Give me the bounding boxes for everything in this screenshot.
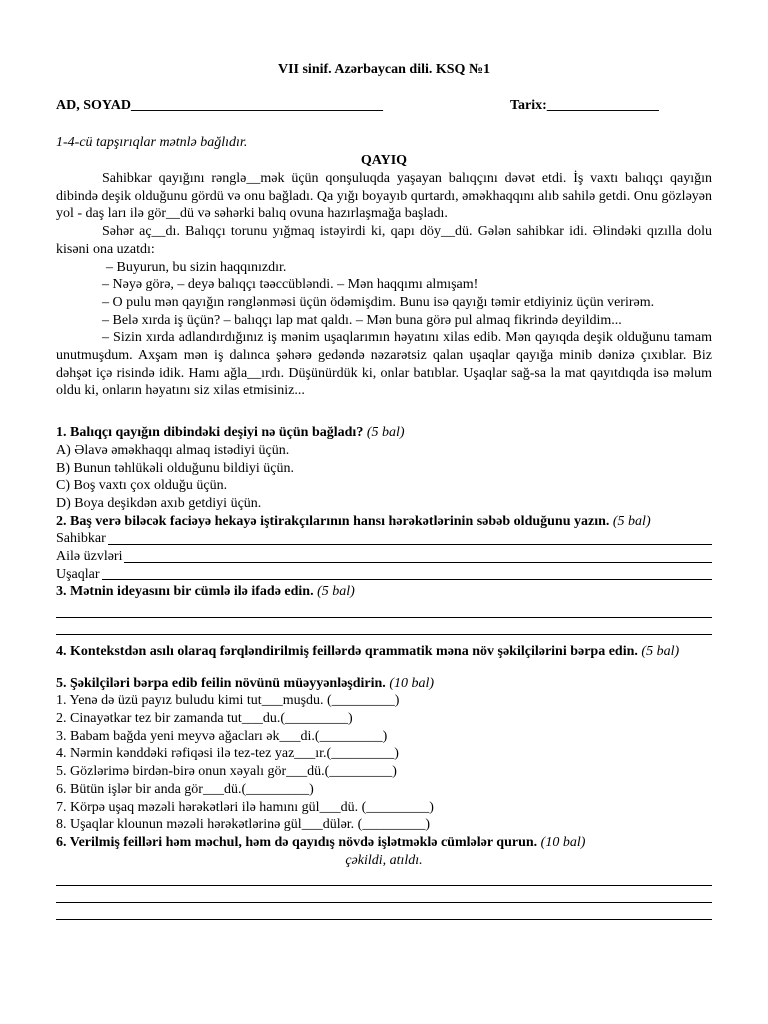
exercise-item[interactable]: 1. Yenə də üzü payız buludu kimi tut___muşdu. (_________) bbox=[56, 693, 400, 709]
question-3 bbox=[56, 583, 712, 601]
worksheet-page bbox=[56, 60, 712, 920]
question-points: (5 bal) bbox=[641, 644, 680, 660]
question-text: 1. Balıqçı qayığın dibindəki deşiyi nə üçün bağladı? bbox=[56, 425, 364, 441]
write-line[interactable] bbox=[56, 903, 712, 920]
write-line[interactable] bbox=[124, 562, 712, 563]
dialogue-line: – Belə xırda iş üçün? – balıqçı lap mat qaldı. – Mən buna görə pul almaq fikrində deyildim... bbox=[102, 312, 622, 328]
story-paragraph: Sahibkar qayığını rənglə__mək üçün qonşuluqda yaşayan balıqçını dəvət etdi. İş vaxtı balıqçı qayığın dibində deşik olduğunu gördü və onu bağladı. Qa yığı boyayıb qurtardı, əməkhaqqını alıb sahilə getdi. Onu gözləyən yol - daş ları ilə gör__dü və səhərki balıq ovuna hazırlaşmağa başladı. bbox=[56, 171, 712, 222]
question-text: 4. Kontekstdən asılı olaraq fərqləndirilmiş feillərdə qrammatik məna növ şəkilçilərini bərpa edin. bbox=[56, 644, 638, 660]
name-field[interactable]: AD, SOYAD____________________________________ bbox=[56, 98, 383, 113]
answer-option-b[interactable]: B) Bunun təhlükəli olduğunu bildiyi üçün. bbox=[56, 460, 294, 476]
answer-label: Ailə üzvləri bbox=[56, 548, 123, 564]
exercise-item[interactable]: 8. Uşaqlar klounun məzəli hərəkətlərinə gül___dülər. (_________) bbox=[56, 817, 431, 833]
worksheet-title: VII sinif. Azərbaycan dili. KSQ №1 bbox=[277, 62, 491, 77]
answer-line-usaqlar[interactable] bbox=[56, 566, 712, 584]
write-line[interactable] bbox=[56, 618, 712, 635]
story-text bbox=[56, 170, 712, 400]
question-text: 5. Şəkilçiləri bərpa edib feilin növünü müəyyənləşdirin. bbox=[56, 675, 386, 691]
answer-label: Uşaqlar bbox=[56, 566, 100, 582]
question-5 bbox=[56, 675, 712, 693]
question-6 bbox=[56, 834, 712, 852]
student-info-row bbox=[56, 96, 712, 116]
story-paragraph: Səhər aç__dı. Balıqçı torunu yığmaq istəyirdi ki, qapı döy__dü. Gələn sahibkar idi. Əlindəki qızılla dolu kisəni ona uzatdı: bbox=[56, 224, 712, 257]
write-line[interactable] bbox=[56, 886, 712, 903]
exercise-item[interactable]: 2. Cinayətkar tez bir zamanda tut___du.(_________) bbox=[56, 711, 353, 727]
story-paragraph: – Sizin xırda adlandırdığınız iş mənim uşaqlarımın həyatını xilas edib. Mən qayıqda deşik olduğunu tamam unutmuşdum. Axşam mən iş dalınca şəhərə gedəndə nəzarətsiz qalan uşaqlar qayığa minib dənizə çıxıblar. Biz dəhşət içə risində idik. Hamı ağla__ırdı. Düşünürdük ki, onlar batıblar. Uşaqlar sağ-sa la mat qayıtdıqda isə məlum oldu ki, onların həyatını siz xilas etmisiniz... bbox=[56, 330, 712, 399]
question-2 bbox=[56, 513, 712, 531]
answer-option-a[interactable]: A) Əlavə əməkhaqqı almaq istədiyi üçün. bbox=[56, 442, 290, 458]
question-points: (5 bal) bbox=[317, 584, 355, 600]
answer-option-d[interactable]: D) Boya deşikdən axıb getdiyi üçün. bbox=[56, 495, 262, 511]
date-field[interactable]: Tarix:________________ bbox=[510, 98, 659, 113]
dialogue-line: – Buyurun, bu sizin haqqınızdır. bbox=[106, 259, 287, 275]
dialogue-line: – Nəyə görə, – deyə balıqçı təəccübləndi. – Mən haqqımı almışam! bbox=[102, 277, 479, 293]
exercise-item[interactable]: 3. Babam bağda yeni meyvə ağacları ək___di.(_________) bbox=[56, 728, 388, 744]
write-line[interactable] bbox=[56, 869, 712, 886]
exercise-item[interactable]: 7. Körpə uşaq məzəli hərəkətləri ilə hamını gül___dü. (_________) bbox=[56, 799, 434, 815]
question-points: (5 bal) bbox=[366, 425, 405, 441]
answer-line-sahibkar[interactable] bbox=[56, 530, 712, 548]
answer-label: Sahibkar bbox=[56, 531, 106, 547]
tasks-intro: 1-4-cü tapşırıqlar mətnlə bağlıdır. bbox=[56, 135, 248, 150]
question-4 bbox=[56, 643, 712, 661]
answer-option-c[interactable]: C) Boş vaxtı çox olduğu üçün. bbox=[56, 478, 228, 494]
exercise-item[interactable]: 6. Bütün işlər bir anda gör___dü.(_________) bbox=[56, 781, 314, 797]
exercise-item[interactable]: 5. Gözlərimə birdən-birə onun xəyalı gör___dü.(_________) bbox=[56, 764, 397, 780]
answer-line-aile[interactable] bbox=[56, 548, 712, 566]
write-line[interactable] bbox=[108, 544, 712, 545]
question-text: 2. Baş verə biləcək faciəyə hekayə iştirakçılarının hansı hərəkətlərinin səbəb olduğunu yazın. bbox=[56, 513, 610, 529]
exercise-item[interactable]: 4. Nərmin kənddəki rəfiqəsi ilə tez-tez yaz___ır.(_________) bbox=[56, 746, 399, 762]
question-points: (10 bal) bbox=[389, 675, 435, 691]
write-line[interactable] bbox=[102, 579, 712, 580]
question-1 bbox=[56, 424, 712, 442]
question-points: (10 bal) bbox=[540, 834, 586, 850]
question-text: 3. Mətnin ideyasını bir cümlə ilə ifadə edin. bbox=[56, 584, 314, 600]
question-text: 6. Verilmiş feilləri həm məchul, həm də qayıdış növdə işlətməklə cümlələr qurun. bbox=[56, 834, 538, 850]
story-title: QAYIQ bbox=[360, 153, 408, 168]
write-line[interactable] bbox=[56, 601, 712, 618]
given-verbs: çəkildi, atıldı. bbox=[345, 852, 423, 868]
question-points: (5 bal) bbox=[612, 513, 651, 529]
questions-section bbox=[56, 424, 712, 920]
dialogue-line: – O pulu mən qayığın rənglənməsi üçün ödəmişdim. Bunu isə qayığı təmir etdiyiniz üçün verirəm. bbox=[102, 294, 655, 310]
